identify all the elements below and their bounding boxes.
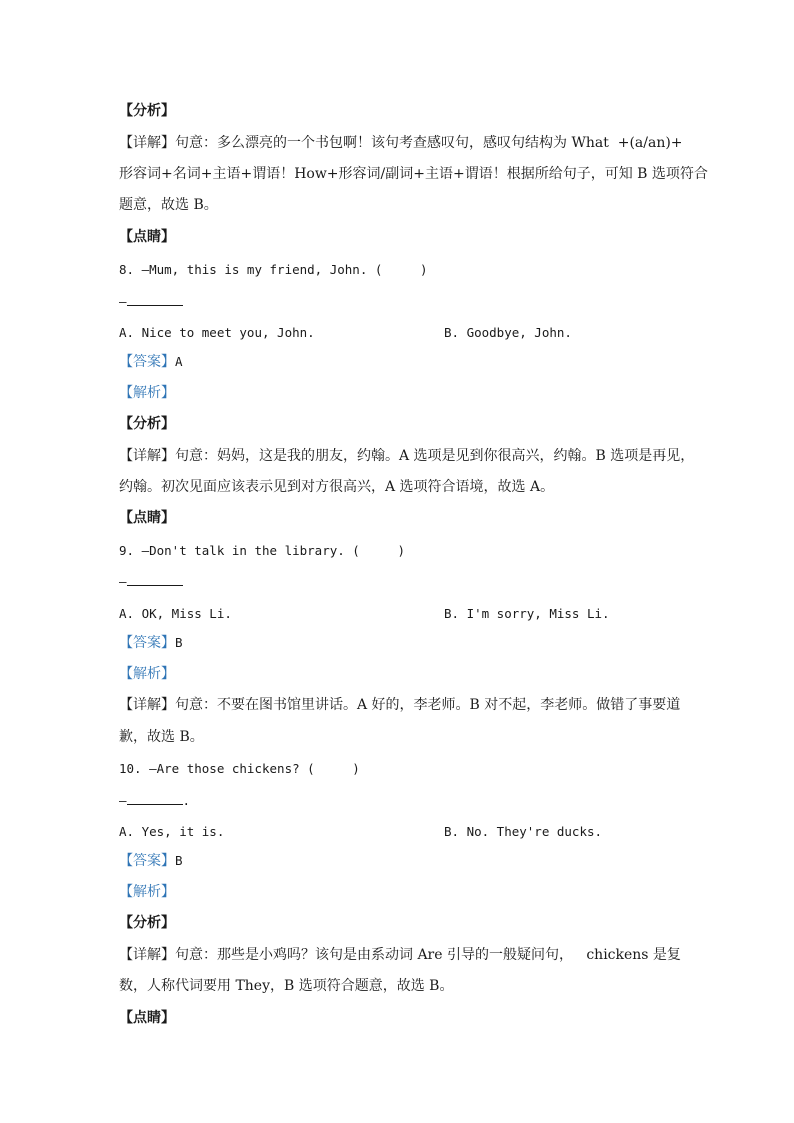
- answer-blank-line: [119, 292, 183, 312]
- answer-label: 【答案】: [119, 635, 175, 651]
- option-a: A. Yes, it is.: [119, 824, 225, 839]
- dash: —: [119, 793, 127, 808]
- explanation-text: 数，人称代词要用 They，B 选项符合题意，故选 B。: [119, 978, 454, 994]
- answer-label: 【答案】: [119, 354, 175, 370]
- comment-heading: 【点睛】: [119, 1010, 175, 1026]
- answer-blank: [127, 791, 183, 805]
- option-b: B. Goodbye, John.: [444, 325, 572, 340]
- option-b: B. No. They're ducks.: [444, 824, 603, 839]
- explanation-text: 歉，故选 B。: [119, 729, 204, 745]
- comment-heading: 【点睛】: [119, 229, 175, 245]
- comment-heading: 【点睛】: [119, 510, 175, 526]
- answer-value: B: [175, 635, 183, 650]
- option-a: A. OK, Miss Li.: [119, 606, 232, 621]
- option-a: A. Nice to meet you, John.: [119, 325, 315, 340]
- answer-value: B: [175, 853, 183, 868]
- dash: —: [119, 574, 127, 589]
- answer-blank-line: [119, 572, 183, 592]
- answer-blank: [127, 292, 183, 306]
- answer-line: [119, 352, 183, 372]
- answer-line: [119, 633, 183, 653]
- explanation-text: 【详解】句意：不要在图书馆里讲话。A 好的，李老师。B 对不起，李老师。做错了事要道: [119, 697, 681, 713]
- answer-value: A: [175, 354, 183, 369]
- answer-line: [119, 851, 183, 871]
- period: .: [182, 793, 191, 808]
- explanation-text: 【详解】句意：妈妈，这是我的朋友，约翰。A 选项是见到你很高兴，约翰。B 选项是再见，: [119, 448, 695, 464]
- analysis-heading: 【分析】: [119, 915, 175, 931]
- option-b: B. I'm sorry, Miss Li.: [444, 606, 610, 621]
- explanation-text: 【详解】句意：那些是小鸡吗？该句是由系动词 Are 引导的一般疑问句， chickens 是复: [119, 947, 681, 963]
- question-stem: 9. —Don't talk in the library. ( ): [119, 543, 405, 558]
- parse-heading: 【解析】: [119, 884, 175, 900]
- analysis-heading: 【分析】: [119, 103, 175, 119]
- question-stem: 10. —Are those chickens? ( ): [119, 761, 360, 776]
- answer-label: 【答案】: [119, 853, 175, 869]
- question-stem: 8. —Mum, this is my friend, John. ( ): [119, 262, 428, 277]
- explanation-text: 题意，故选 B。: [119, 197, 218, 213]
- parse-heading: 【解析】: [119, 666, 175, 682]
- answer-blank-line: [119, 791, 190, 811]
- answer-blank: [127, 572, 183, 586]
- analysis-heading: 【分析】: [119, 416, 175, 432]
- explanation-text: 约翰。初次见面应该表示见到对方很高兴，A 选项符合语境，故选 A。: [119, 479, 555, 495]
- dash: —: [119, 294, 127, 309]
- parse-heading: 【解析】: [119, 385, 175, 401]
- explanation-text: 【详解】句意：多么漂亮的一个书包啊！该句考查感叹句，感叹句结构为 What +(a/an)+: [119, 135, 683, 151]
- explanation-text: 形容词+名词+主语+谓语！How+形容词/副词+主语+谓语！根据所给句子，可知 B 选项符合: [119, 166, 708, 182]
